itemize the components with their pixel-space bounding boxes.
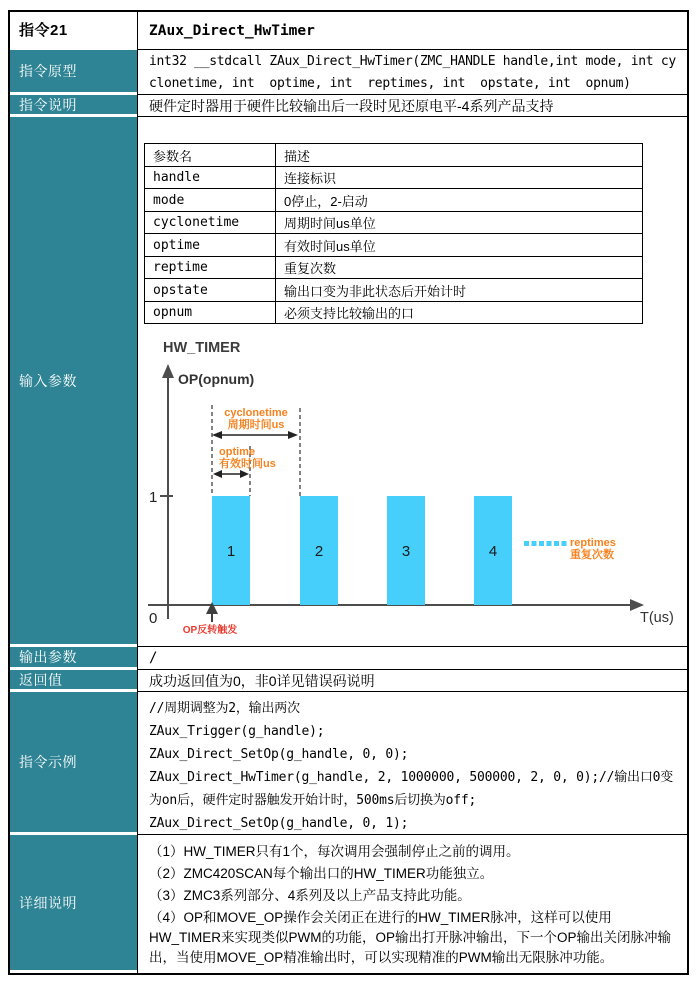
param-row-mode <box>145 189 643 212</box>
return-value-label: 返回值 <box>19 671 63 688</box>
return-value-label-cell <box>10 670 137 692</box>
param-name: opnum <box>145 301 276 324</box>
param-col-header-desc: 描述 <box>276 144 643 167</box>
origin-label: 0 <box>149 610 158 627</box>
command-number-cell <box>10 12 137 50</box>
output-params-value: / <box>137 647 687 670</box>
param-desc: 输出口变为非此状态后开始计时 <box>276 279 643 302</box>
return-value-text: 成功返回值为0，非0详见错误码说明 <box>137 670 687 692</box>
repeat-dot <box>539 541 544 546</box>
code-line: //周期调整为2，输出两次 <box>149 701 300 716</box>
param-header-row <box>145 144 643 167</box>
reptimes-label-zh: 重复次数 <box>570 549 614 561</box>
note-item: （1）HW_TIMER只有1个，每次调用会强制停止之前的调用。 <box>149 844 520 859</box>
example-label-cell <box>10 692 137 835</box>
note-item: （3）ZMC3系列部分、4系列及以上产品支持此功能。 <box>149 888 471 903</box>
param-row-opnum <box>145 301 643 324</box>
command-number: 指令21 <box>19 22 68 39</box>
row-description <box>10 95 687 117</box>
repeat-dot <box>547 541 552 546</box>
note-item: （2）ZMC420SCAN每个输出口的HW_TIMER功能独立。 <box>149 866 494 881</box>
level-label: 1 <box>149 489 158 506</box>
param-name: optime <box>145 234 276 257</box>
example-label: 指令示例 <box>19 754 77 770</box>
param-desc: 重复次数 <box>276 256 643 279</box>
code-line: ZAux_Direct_SetOp(g_handle, 0, 1); <box>149 816 409 831</box>
output-params-label: 输出参数 <box>19 649 77 665</box>
input-params-label: 输入参数 <box>19 372 77 389</box>
row-output-params <box>10 647 687 670</box>
command-doc-table <box>8 10 689 975</box>
description-label-cell <box>10 95 137 117</box>
description-value: 硬件定时器用于硬件比较输出后一段时见还原电平-4系列产品支持 <box>137 95 687 117</box>
param-desc: 有效时间us单位 <box>276 234 643 257</box>
example-code-block <box>137 692 687 835</box>
row-return-value <box>10 670 687 692</box>
repeat-dot <box>532 541 537 546</box>
optime-arrow-left-icon <box>213 470 222 478</box>
row-example <box>10 692 687 835</box>
input-params-content <box>137 117 687 647</box>
command-name: ZAux_Direct_HwTimer <box>149 22 315 39</box>
repeat-dot <box>554 541 559 546</box>
optime-label-en: optime <box>219 446 256 458</box>
param-row-handle <box>145 166 643 189</box>
param-row-opstate <box>145 279 643 302</box>
row-notes <box>10 835 687 973</box>
param-name: handle <box>145 166 276 189</box>
prototype-value: int32 __stdcall ZAux_Direct_HwTimer(ZMC_HANDLE handle,int mode, int cyclonetime, int optime, int reptimes, int opstate, int opnum) <box>137 50 687 95</box>
hw-timer-diagram-svg <box>140 330 687 644</box>
param-desc: 连接标识 <box>276 166 643 189</box>
pulse-number-3: 3 <box>401 543 411 560</box>
param-col-header-name: 参数名 <box>145 144 276 167</box>
param-row-reptime <box>145 256 643 279</box>
notes-content <box>137 835 687 973</box>
param-table <box>144 143 643 324</box>
cyclonetime-label-zh: 周期时间us <box>227 419 285 431</box>
row-prototype <box>10 50 687 95</box>
row-command-title <box>10 12 687 50</box>
notes-label: 详细说明 <box>19 894 77 911</box>
param-row-optime <box>145 234 643 257</box>
optime-label-zh: 有效时间us <box>219 458 276 470</box>
cyclonetime-label-en: cyclonetime <box>224 407 288 419</box>
repeat-dot <box>524 541 529 546</box>
param-name: mode <box>145 189 276 212</box>
timing-diagram <box>140 330 687 647</box>
pulse-number-2: 2 <box>314 543 324 560</box>
param-desc: 周期时间us单位 <box>276 211 643 234</box>
reptimes-label-en: reptimes <box>570 537 616 549</box>
code-line: ZAux_Trigger(g_handle); <box>149 724 325 739</box>
repeat-dot <box>562 541 567 546</box>
code-line: ZAux_Direct_HwTimer(g_handle, 2, 1000000, 500000, 2, 0, 0);//输出口0变为on后，硬件定时器触发开始计时，500ms后切换为off; <box>149 770 674 808</box>
input-params-label-cell <box>10 117 137 647</box>
prototype-label-cell <box>10 50 137 95</box>
trigger-label: OP反转触发 <box>182 625 238 636</box>
param-desc: 必须支持比较输出的口 <box>276 301 643 324</box>
optime-arrow-right-icon <box>240 470 249 478</box>
note-item: （4）OP和MOVE_OP操作会关闭正在进行的HW_TIMER脉冲，这样可以使用HW_TIMER来实现类似PWM的功能，OP输出打开脉冲输出，下一个OP输出关闭脉冲输出，当使用MOVE_OP精准输出时，可以实现精准的PWM输出无限脉冲功能。 <box>149 910 671 965</box>
param-name: reptime <box>145 256 276 279</box>
description-label: 指令说明 <box>19 96 77 113</box>
param-name: cyclonetime <box>145 211 276 234</box>
command-name-cell <box>137 12 687 50</box>
y-axis-arrow-icon <box>162 364 174 378</box>
cyclonetime-arrow-left-icon <box>212 431 222 439</box>
param-row-cyclonetime <box>145 211 643 234</box>
diagram-title: HW_TIMER <box>163 340 241 356</box>
output-params-label-cell <box>10 647 137 670</box>
pulse-number-1: 1 <box>226 543 236 560</box>
pulse-number-4: 4 <box>488 543 498 560</box>
param-desc: 0停止，2-启动 <box>276 189 643 212</box>
code-line: ZAux_Direct_SetOp(g_handle, 0, 0); <box>149 747 409 762</box>
param-name: opstate <box>145 279 276 302</box>
x-axis-label: T(us) <box>640 610 674 626</box>
y-axis-label: OP(opnum) <box>178 371 255 387</box>
prototype-label: 指令原型 <box>19 63 77 79</box>
notes-label-cell <box>10 835 137 973</box>
row-input-params <box>10 117 687 647</box>
cyclonetime-arrow-right-icon <box>288 431 298 439</box>
